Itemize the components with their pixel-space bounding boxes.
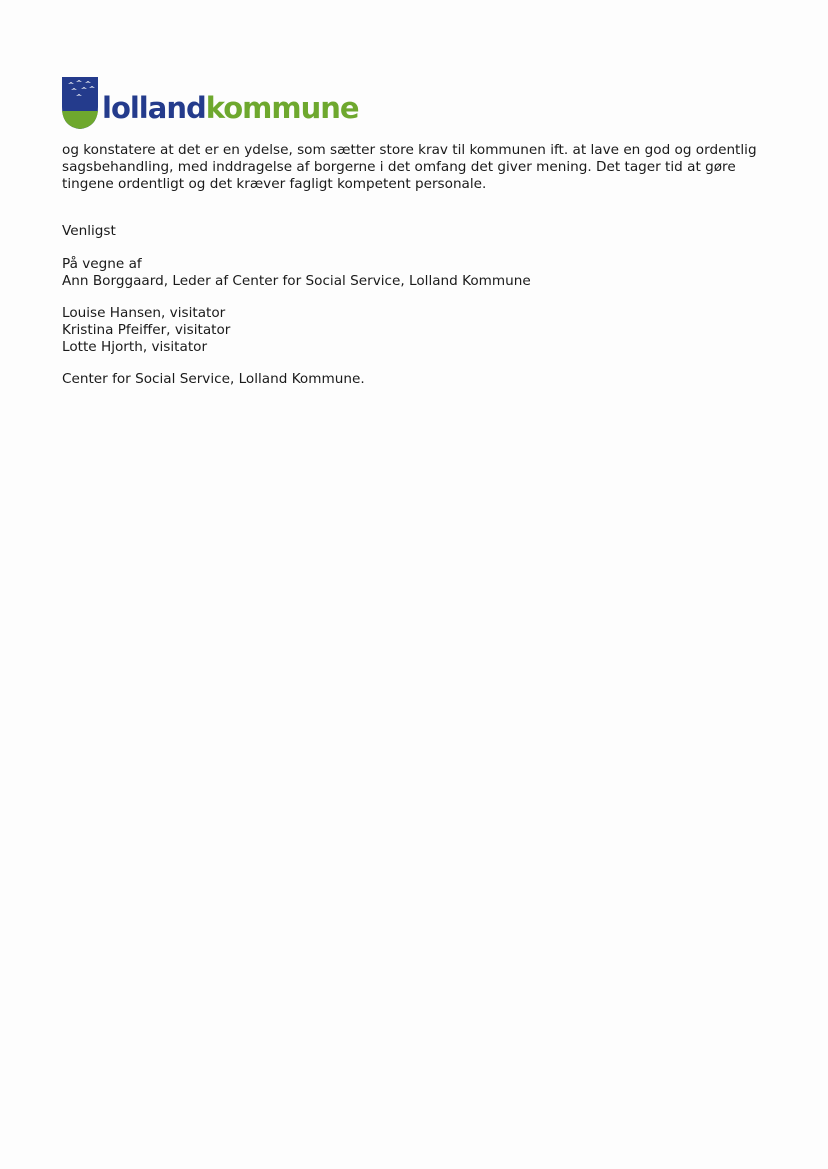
- signatory: Lotte Hjorth, visitator: [62, 339, 208, 355]
- signatories-block: [62, 305, 230, 356]
- on-behalf-block: [62, 256, 531, 290]
- closing-greeting: Venligst: [62, 223, 116, 239]
- lolland-coat-of-arms-icon: [62, 77, 98, 129]
- sender-line: Ann Borggaard, Leder af Center for Social Service, Lolland Kommune: [62, 273, 531, 289]
- logo-wordmark: [102, 91, 359, 125]
- body-paragraph: [62, 142, 757, 193]
- body-line: sagsbehandling, med inddragelse af borgerne i det omfang det giver mening. Det tager tid at gøre: [62, 159, 736, 175]
- body-line: tingene ordentligt og det kræver fagligt kompetent personale.: [62, 176, 487, 192]
- signatory: Louise Hansen, visitator: [62, 305, 226, 321]
- organisation-footer: Center for Social Service, Lolland Kommune.: [62, 371, 365, 387]
- signatory: Kristina Pfeiffer, visitator: [62, 322, 231, 338]
- body-line: og konstatere at det er en ydelse, som sætter store krav til kommunen ift. at lave en god og ordentlig: [62, 142, 757, 158]
- logo-text-lolland: lolland: [102, 91, 206, 125]
- logo-text-kommune: kommune: [205, 91, 359, 125]
- lolland-kommune-logo: [62, 73, 359, 129]
- on-behalf-line: På vegne af: [62, 256, 142, 272]
